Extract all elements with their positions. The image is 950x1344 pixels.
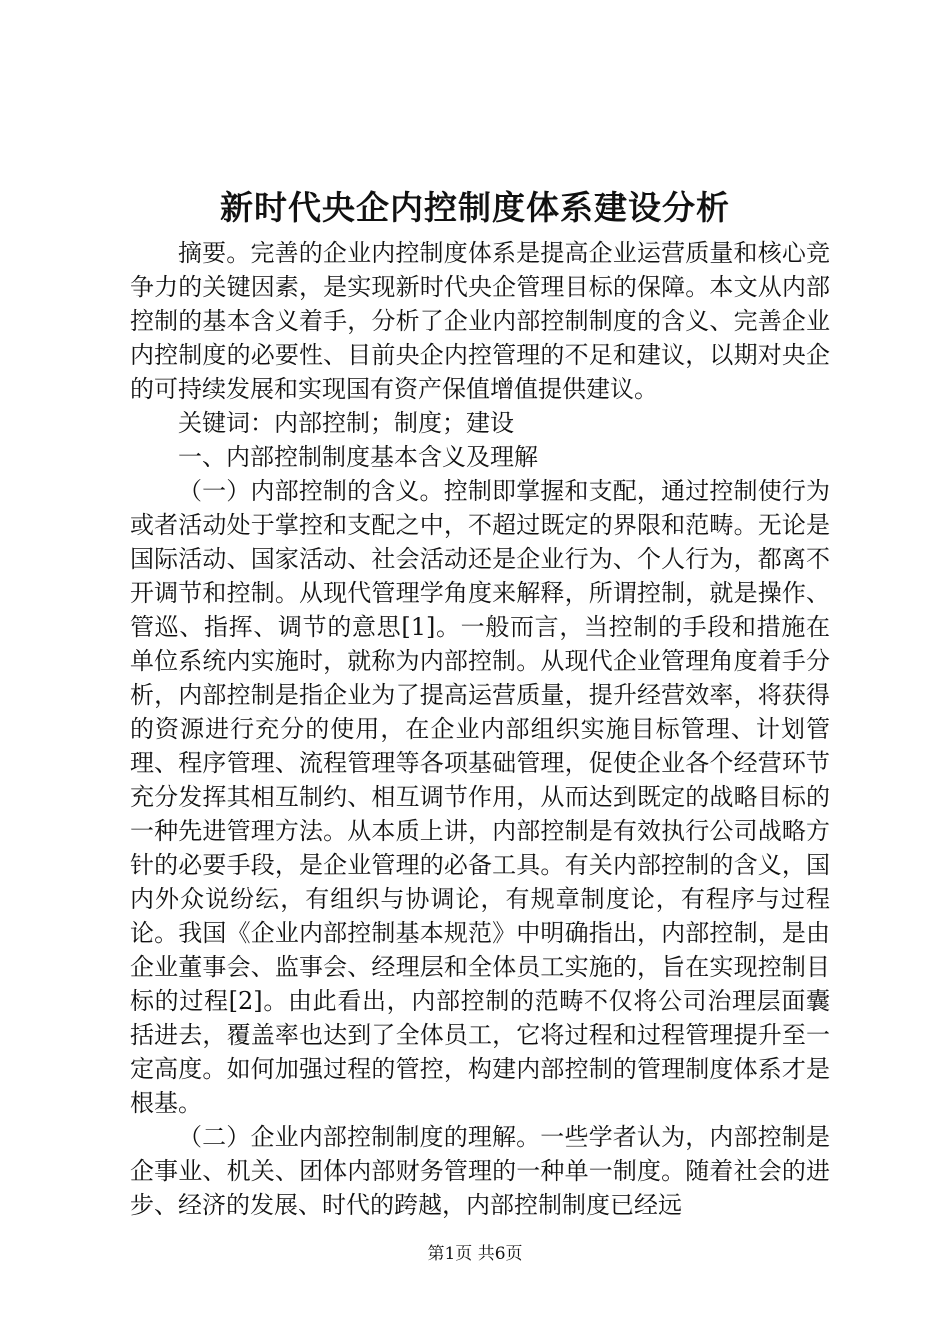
document-title: 新时代央企内控制度体系建设分析: [220, 188, 730, 227]
abstract-paragraph: 摘要。完善的企业内控制度体系是提高企业运营质量和核心竞争力的关键因素，是实现新时代央企管理目标的保障。本文从内部控制的基本含义着手，分析了企业内部控制制度的含义、完善企业内控制度的必要性、目前央企内控管理的不足和建议，以期对央企的可持续发展和实现国有资产保值增值提供建议。: [130, 239, 830, 403]
keywords-paragraph: 关键词：内部控制；制度；建设: [178, 409, 514, 437]
body-paragraph: （二）企业内部控制制度的理解。一些学者认为，内部控制是企事业、机关、团体内部财务管理的一种单一制度。随着社会的进步、经济的发展、时代的跨越，内部控制制度已经远: [130, 1123, 830, 1219]
body-paragraph: （一）内部控制的含义。控制即掌握和支配，通过控制使行为或者活动处于掌控和支配之中，不超过既定的界限和范畴。无论是国际活动、国家活动、社会活动还是企业行为、个人行为，都离不开调节和控制。从现代管理学角度来解释，所谓控制，就是操作、管巡、指挥、调节的意思[1]。一般而言，当控制的手段和措施在单位系统内实施时，就称为内部控制。从现代企业管理角度着手分析，内部控制是指企业为了提高运营质量，提升经营效率，将获得的资源进行充分的使用，在企业内部组织实施目标管理、计划管理、程序管理、流程管理等各项基础管理，促使企业各个经营环节充分发挥其相互制约、相互调节作用，从而达到既定的战略目标的一种先进管理方法。从本质上讲，内部控制是有效执行公司战略方针的必要手段，是企业管理的必备工具。有关内部控制的含义，国内外众说纷纭，有组织与协调论，有规章制度论，有程序与过程论。我国《企业内部控制基本规范》中明确指出，内部控制，是由企业董事会、监事会、经理层和全体员工实施的，旨在实现控制目标的过程[2]。由此看出，内部控制的范畴不仅将公司治理层面囊括进去，覆盖率也达到了全体员工，它将过程和过程管理提升至一定高度。如何加强过程的管控，构建内部控制的管理制度体系才是根基。: [130, 477, 830, 1117]
page-number-footer: 第1页 共6页: [427, 1244, 523, 1264]
document-body: [130, 236, 830, 1222]
section-heading: 一、内部控制制度基本含义及理解: [178, 443, 538, 471]
